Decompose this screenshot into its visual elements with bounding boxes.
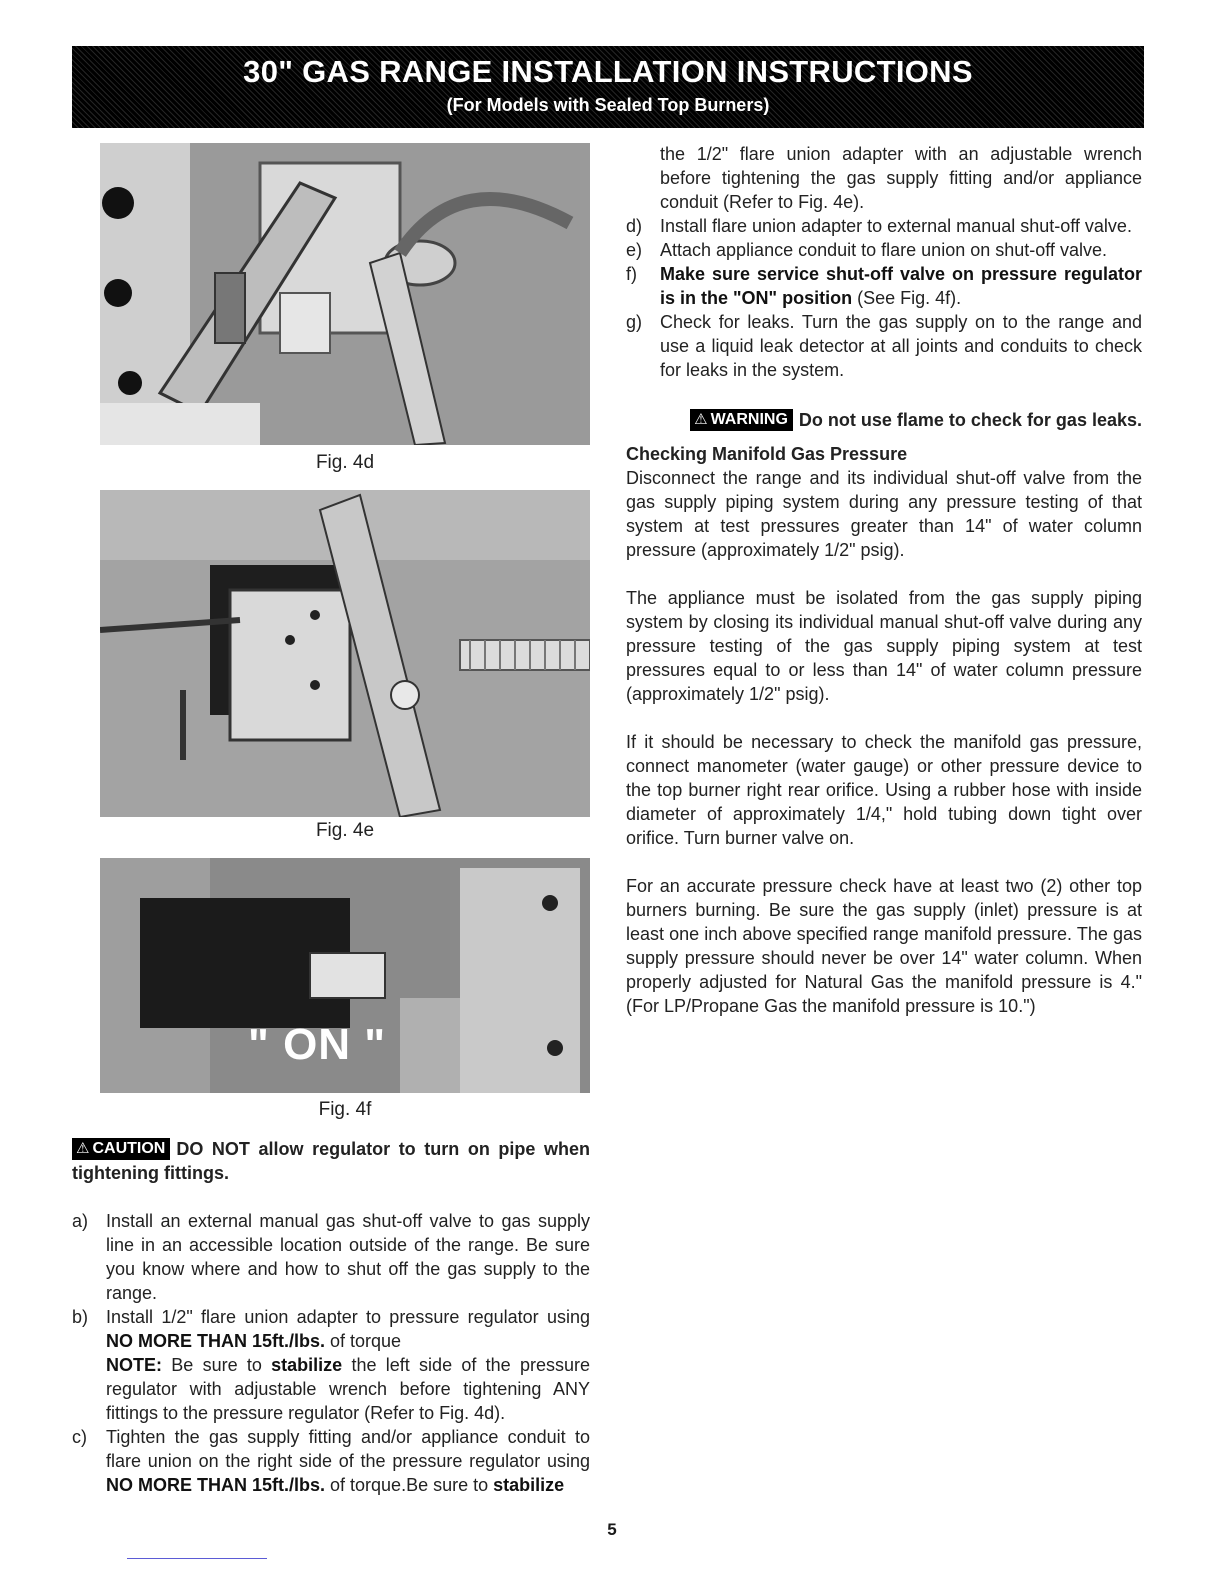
- note-text: the left side of the pressure regulator with adjustable wrench before tightening ANY fittings to the pressure regulator (Refer to Fig. 4d).: [106, 1355, 590, 1423]
- step-marker: f): [626, 264, 637, 284]
- step-text-part: (See Fig. 4f).: [852, 288, 962, 308]
- alert-triangle-icon: ⚠: [76, 1140, 90, 1157]
- caution-text: DO NOT allow regulator to turn on pipe when tightening fittings.: [72, 1139, 590, 1183]
- footer-rule: [127, 1558, 267, 1559]
- step-c: [72, 1425, 590, 1497]
- figure-4d-photo: [100, 143, 590, 445]
- step-text: [106, 1425, 590, 1497]
- step-marker: b): [72, 1307, 89, 1327]
- step-text: Install an external manual gas shut-off valve to gas supply line in an accessible location outside of the range. Be sure you know where and how to shut off the gas supply to the range.: [106, 1211, 590, 1303]
- caution-badge: [72, 1138, 170, 1160]
- right-text-column: [626, 142, 1142, 1018]
- step-text: [106, 1305, 590, 1425]
- step-marker: e): [626, 240, 643, 260]
- step-e: [626, 238, 1142, 262]
- page-header-banner: [72, 46, 1144, 128]
- step-g: [626, 310, 1142, 382]
- figure-4f-photo: [100, 858, 590, 1093]
- page-subtitle: (For Models with Sealed Top Burners): [446, 95, 770, 115]
- step-emphasis: Make sure service shut-off valve on pressure regulator is in the "ON" position: [660, 264, 1142, 308]
- figure-4e-photo: [100, 490, 590, 817]
- step-text-part: Install 1/2" flare union adapter to pressure regulator using: [106, 1307, 590, 1327]
- note-emphasis: stabilize: [271, 1355, 343, 1375]
- step-marker: d): [626, 216, 643, 236]
- step-c-continued: the 1/2" flare union adapter with an adjustable wrench before tightening the gas supply fitting and/or appliance conduit (Refer to Fig. 4e).: [660, 144, 1142, 212]
- step-text: Check for leaks. Turn the gas supply on to the range and use a liquid leak detector at all joints and conduits to check for leaks in the system.: [660, 312, 1142, 380]
- step-text: Attach appliance conduit to flare union on shut-off valve.: [660, 240, 1107, 260]
- paragraph: The appliance must be isolated from the gas supply piping system by closing its individual manual shut-off valve during any pressure testing of the gas supply piping system at test pressures equal to or less than 14" of water column pressure (approximately 1/2" psig).: [626, 588, 1142, 704]
- step-marker: g): [626, 312, 643, 332]
- step-text-part: of torque.Be sure to: [325, 1475, 494, 1495]
- on-position-label: " ON ": [248, 1020, 387, 1069]
- warning-notice: [626, 408, 1142, 432]
- step-marker: a): [72, 1211, 89, 1231]
- step-f: [626, 262, 1142, 310]
- step-text: Install flare union adapter to external manual shut-off valve.: [660, 216, 1132, 236]
- figure-4d-caption: Fig. 4d: [315, 452, 375, 473]
- caution-badge-label: CAUTION: [92, 1140, 166, 1157]
- step-a: [72, 1209, 590, 1305]
- warning-badge: [690, 409, 793, 431]
- paragraph: For an accurate pressure check have at least two (2) other top burners burning. Be sure the gas supply (inlet) pressure is at least one inch above specified range manifold pressure. The gas supply pressure should never be over 14" water column. When properly adjusted for Natural Gas the manifold pressure is 4." (For LP/Propane Gas the manifold pressure is 10."): [626, 876, 1142, 1016]
- caution-notice: [72, 1137, 590, 1185]
- step-marker: c): [72, 1427, 87, 1447]
- step-emphasis: stabilize: [493, 1475, 565, 1495]
- paragraph: Disconnect the range and its individual shut-off valve from the gas supply piping system during any pressure testing of that system at test pressures greater than 14" of water column pressure (approximately 1/2" psig).: [626, 468, 1142, 560]
- page-number: 5: [607, 1520, 617, 1539]
- figure-4e-caption: Fig. 4e: [315, 820, 375, 841]
- regulator-fitting-illustration: [100, 490, 590, 817]
- wrench-regulator-illustration: [100, 143, 590, 445]
- step-b: [72, 1305, 590, 1425]
- note-label: NOTE:: [106, 1355, 162, 1375]
- warning-text: Do not use flame to check for gas leaks.: [798, 410, 1142, 430]
- left-text-column: [72, 1137, 590, 1497]
- figure-4f-caption: Fig. 4f: [318, 1099, 372, 1120]
- step-text-part: of torque: [325, 1331, 402, 1351]
- section-heading: Checking Manifold Gas Pressure: [626, 444, 908, 464]
- step-text-part: Tighten the gas supply fitting and/or appliance conduit to flare union on the right side of the pressure regulator using: [106, 1427, 590, 1471]
- warning-badge-label: WARNING: [710, 411, 788, 428]
- step-text: [660, 262, 1142, 310]
- page-title: 30" GAS RANGE INSTALLATION INSTRUCTIONS: [243, 54, 973, 89]
- paragraph: If it should be necessary to check the manifold gas pressure, connect manometer (water gauge) or other pressure device to the top burner right rear orifice. Using a rubber hose with inside diameter of approximately 1/4," hold tubing down tight over orifice. Turn burner valve on.: [626, 732, 1142, 848]
- torque-limit: NO MORE THAN 15ft./lbs.: [106, 1331, 326, 1351]
- torque-limit: NO MORE THAN 15ft./lbs.: [106, 1475, 326, 1495]
- note-text: Be sure to: [162, 1355, 272, 1375]
- step-d: [626, 214, 1142, 238]
- alert-triangle-icon: ⚠: [694, 411, 708, 428]
